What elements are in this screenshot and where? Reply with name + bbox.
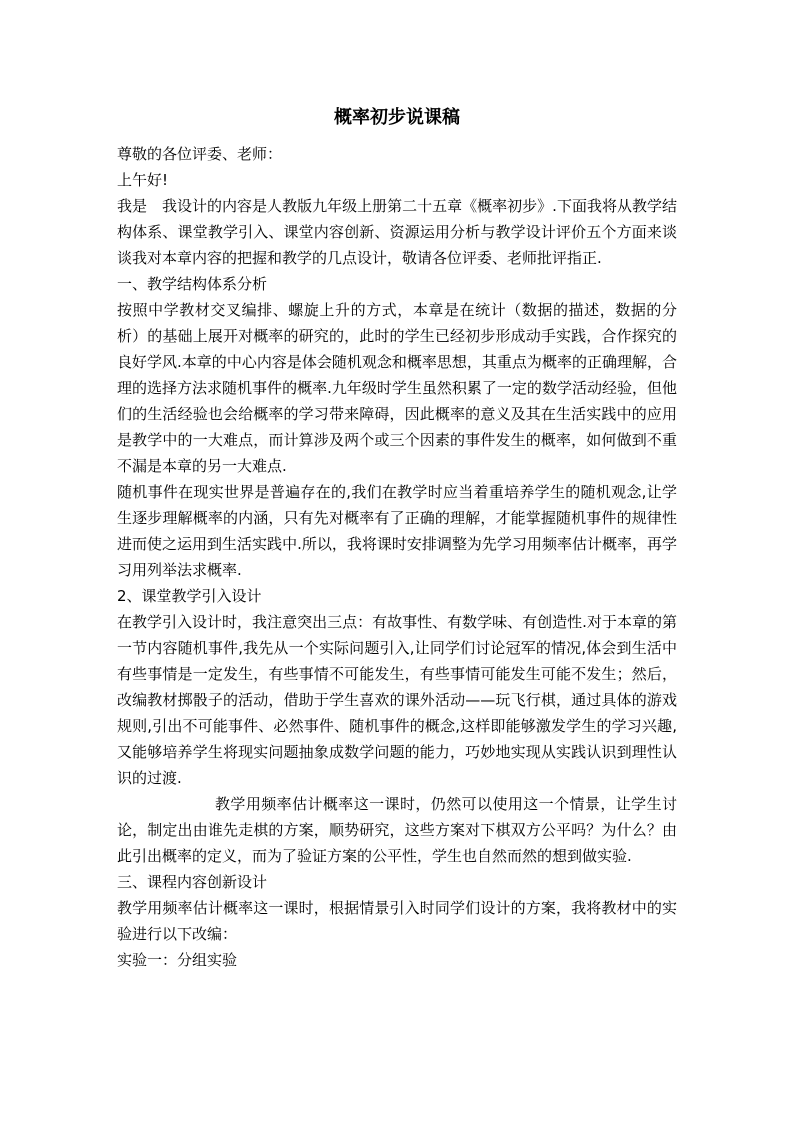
section-heading-structure: 一、教学结构体系分析 [117,275,268,293]
salutation: 尊敬的各位评委、老师： [117,145,283,163]
document-title: 概率初步说课稿 [334,107,460,128]
section-heading-innovation: 三、课程内容创新设计 [117,873,268,891]
structure-paragraph: 按照中学教材交叉编排、螺旋上升的方式，本章是在统计（数据的描述，数据的分析）的基础上展开对概率的研究的，此时的学生已经初步形成动手实践，合作探究的良好学风.本章的中心内容是体会随机观念和概率思想，其重点为概率的正确理解，合理的选择方法求随机事件的概率.九年级时学生虽然积累了一定的数学活动经验，但他们的生活经验也会给概率的学习带来障碍，因此概率的意义及其在生活实践中的应用是教学中的一大难点，而计算涉及两个或三个因素的事件发生的概率，如何做到不重不漏是本章的另一大难点. [117,301,677,475]
innovation-paragraph: 教学用频率估计概率这一课时，根据情景引入时同学们设计的方案，我将教材中的实验进行以下改编： [117,899,677,943]
random-events-paragraph: 随机事件在现实世界是普遍存在的,我们在教学时应当着重培养学生的随机观念,让学生逐步理解概率的内涵，只有先对概率有了正确的理解，才能掌握随机事件的规律性进而使之运用到生活实践中.所以，我将课时安排调整为先学习用频率估计概率，再学习用列举法求概率. [117,483,677,579]
greeting: 上午好! [117,171,169,189]
frequency-paragraph: 教学用频率估计概率这一课时，仍然可以使用这一个情景，让学生讨论，制定出由谁先走棋的方案，顺势研究，这些方案对下棋双方公平吗？为什么？由此引出概率的定义，而为了验证方案的公平性，学生也自然而然的想到做实验. [117,795,677,865]
document-body [117,141,677,973]
introduction-paragraph: 在教学引入设计时，我注意突出三点：有故事性、有数学味、有创造性.对于本章的第一节内容随机事件,我先从一个实际问题引入,让同学们讨论冠军的情况,体会到生活中有些事情是一定发生，有些事情不可能发生，有些事情可能发生可能不发生；然后，改编教材掷骰子的活动，借助于学生喜欢的课外活动——玩飞行棋，通过具体的游戏规则,引出不可能事件、必然事件、随机事件的概念,这样即能够激发学生的学习兴趣,又能够培养学生将现实问题抽象成数学问题的能力，巧妙地实现从实践认识到理性认识的过渡. [117,613,677,787]
intro-paragraph: 我是 我设计的内容是人教版九年级上册第二十五章《概率初步》.下面我将从教学结构体系、课堂教学引入、课堂内容创新、资源运用分析与教学设计评价五个方面来谈谈我对本章内容的把握和教学的几点设计，敬请各位评委、老师批评指正. [117,197,677,267]
section-heading-introduction: 2、课堂教学引入设计 [117,587,262,605]
experiment-one-heading: 实验一：分组实验 [117,951,238,969]
